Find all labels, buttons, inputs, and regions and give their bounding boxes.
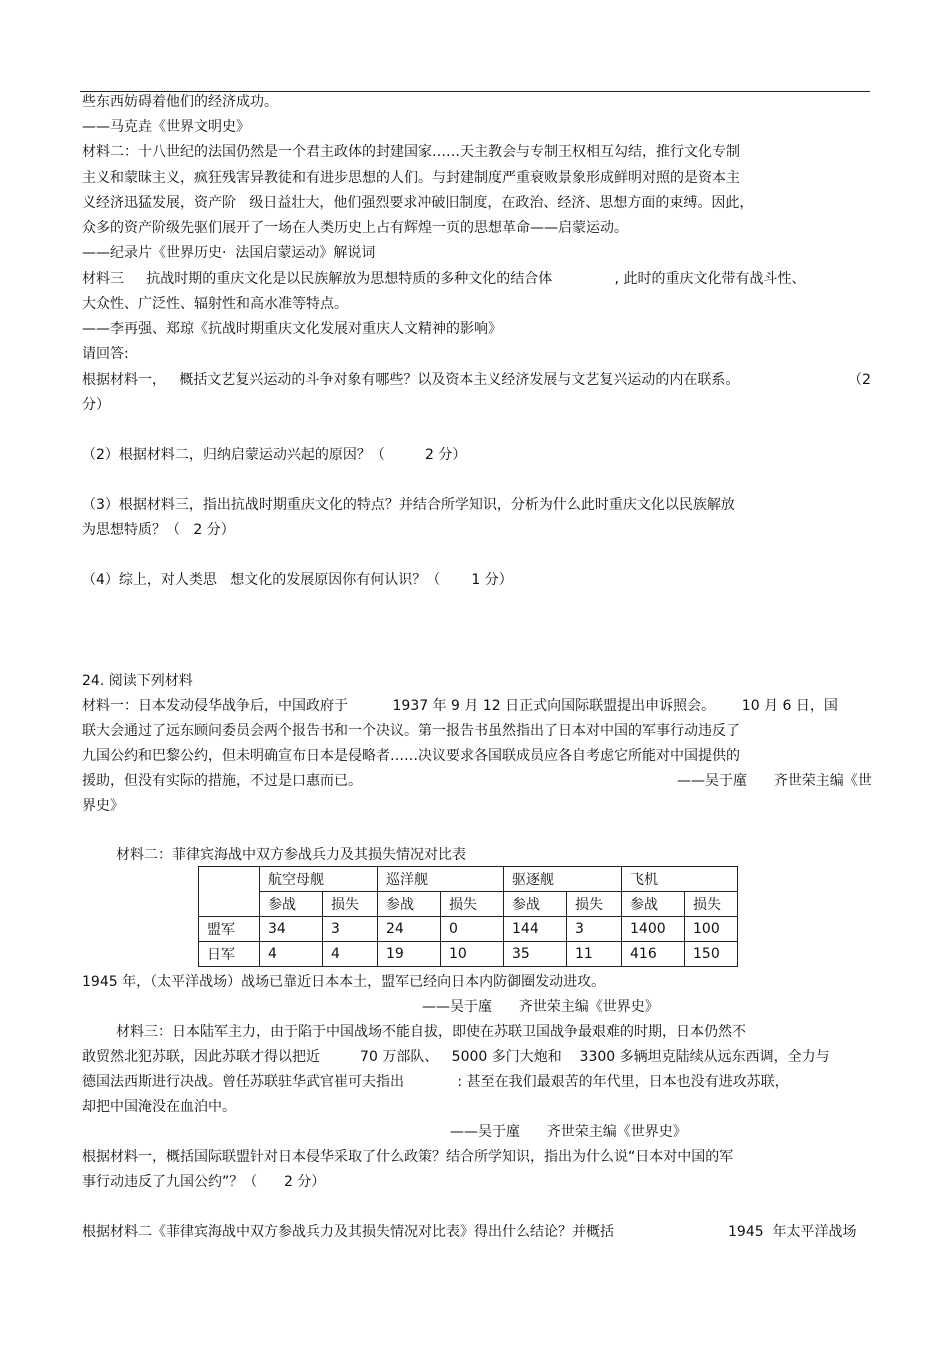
text-line: 众多的资产阶级先驱们展开了一场在人类历史上占有辉煌一页的思想革命——启蒙运动。 xyxy=(82,220,628,236)
table-subheader: 参战 xyxy=(378,892,441,917)
question-3-cont: 为思想特质？（ 2 分） xyxy=(82,522,235,538)
table-cell: 4 xyxy=(323,942,378,967)
table-group-header: 巡洋舰 xyxy=(378,867,504,892)
text-line: 1945 年，（太平洋战场）战场已靠近日本本土，盟军已经向日本内防御圈发动进攻。 xyxy=(82,974,606,990)
question-3: （3）根据材料三，指出抗战时期重庆文化的特点？并结合所学知识，分析为什么此时重庆文化以民族解放 xyxy=(82,497,735,513)
question-line: 根据材料二《菲律宾海战中双方参战兵力及其损失情况对比表》得出什么结论？并概括 xyxy=(82,1224,614,1240)
question-line: 分） xyxy=(82,397,110,413)
table-title: 材料二：菲律宾海战中双方参战兵力及其损失情况对比表 xyxy=(116,847,466,863)
text-line: 九国公约和巴黎公约，但未明确宣布日本是侵略者……决议要求各国联成员应各自考虑它所能对中国提供的 xyxy=(82,748,740,764)
table-row xyxy=(199,942,738,967)
table-cell: 3 xyxy=(567,917,622,942)
table-cell: 19 xyxy=(378,942,441,967)
text-line: 敢贸然北犯苏联，因此苏联才得以把近 70 万部队、 5000 多门大炮和 3300 多辆坦克陆续从远东西调，全力与 xyxy=(82,1049,830,1065)
question-2: （2）根据材料二，归纳启蒙运动兴起的原因？（ 2 分） xyxy=(82,447,467,463)
text-line: 援助，但没有实际的措施，不过是口惠而已。 xyxy=(82,773,362,789)
table-corner-cell xyxy=(199,867,260,917)
question-line: 1945 年太平洋战场 xyxy=(728,1224,857,1240)
table-cell: 100 xyxy=(685,917,738,942)
source-line: ——吴于廑 齐世荣主编《世界史》 xyxy=(450,1124,687,1140)
table-cell: 35 xyxy=(504,942,567,967)
text-line: 义经济迅猛发展，资产阶 级日益壮大，他们强烈要求冲破旧制度，在政治、经济、思想方面的束缚。因此， xyxy=(82,195,754,211)
battle-comparison-table xyxy=(198,866,738,967)
table-row xyxy=(199,917,738,942)
table-group-header: 飞机 xyxy=(622,867,738,892)
text-line: 界史》 xyxy=(82,798,124,814)
question-line: 事行动违反了九国公约”？（ 2 分） xyxy=(82,1174,326,1190)
table-cell: 416 xyxy=(622,942,685,967)
table-subheader: 参战 xyxy=(622,892,685,917)
text-line: 些东西妨碍着他们的经济成功。 xyxy=(82,94,278,110)
question-score: （2 xyxy=(848,372,871,388)
table-cell: 11 xyxy=(567,942,622,967)
table-cell: 0 xyxy=(441,917,504,942)
source-line: ——吴于廑 齐世荣主编《世界史》 xyxy=(422,999,659,1015)
prompt-line: 请回答: xyxy=(82,346,129,362)
table-subheader: 参战 xyxy=(260,892,323,917)
table-header-row xyxy=(199,867,738,892)
row-label: 日军 xyxy=(199,942,260,967)
text-line: 材料一：日本发动侵华战争后，中国政府于 1937 年 9 月 12 日正式向国际联盟提出申诉照会。 10 月 6 日，国 xyxy=(82,698,838,714)
table-cell: 4 xyxy=(260,942,323,967)
table-subheader-row xyxy=(199,892,738,917)
text-line: 联大会通过了远东顾问委员会两个报告书和一个决议。第一报告书虽然指出了日本对中国的军事行动违反了 xyxy=(82,723,740,739)
table-cell: 144 xyxy=(504,917,567,942)
text-line: 大众性、广泛性、辐射性和高水准等特点。 xyxy=(82,296,348,312)
table-cell: 3 xyxy=(323,917,378,942)
table-subheader: 损失 xyxy=(685,892,738,917)
text-line: 主义和蒙昧主义，疯狂残害异教徒和有进步思想的人们。与封建制度严重衰败景象形成鲜明对照的是资本主 xyxy=(82,170,740,186)
source-line: ——李再强、郑琼《抗战时期重庆文化发展对重庆人文精神的影响》 xyxy=(82,321,502,337)
table-cell: 34 xyxy=(260,917,323,942)
question-4: （4）综上，对人类思 想文化的发展原因你有何认识？（ 1 分） xyxy=(82,572,513,588)
source-line: ——马克垚《世界文明史》 xyxy=(82,119,250,135)
table-group-header: 驱逐舰 xyxy=(504,867,622,892)
source-line: ——纪录片《世界历史· 法国启蒙运动》解说词 xyxy=(82,245,376,261)
top-divider xyxy=(80,91,870,92)
table-subheader: 损失 xyxy=(323,892,378,917)
question-line: 根据材料一，概括国际联盟针对日本侵华采取了什么政策？结合所学知识，指出为什么说“日本对中国的军 xyxy=(82,1149,734,1165)
source-line: ——吴于廑 齐世荣主编《世 xyxy=(677,773,872,789)
table-subheader: 参战 xyxy=(504,892,567,917)
text-line: 却把中国淹没在血泊中。 xyxy=(82,1099,236,1115)
table-group-header: 航空母舰 xyxy=(260,867,378,892)
text-line: 材料三：日本陆军主力，由于陷于中国战场不能自拔，即使在苏联卫国战争最艰难的时期，日本仍然不 xyxy=(116,1024,746,1040)
table-cell: 24 xyxy=(378,917,441,942)
text-line: 材料二：十八世纪的法国仍然是一个君主政体的封建国家……天主教会与专制王权相互勾结，推行文化专制 xyxy=(82,144,740,160)
text-line: 材料三 抗战时期的重庆文化是以民族解放为思想特质的多种文化的结合体 , 此时的重庆文化带有战斗性、 xyxy=(82,271,806,287)
text-line: 德国法西斯进行决战。曾任苏联驻华武官崔可夫指出 : 甚至在我们最艰苦的年代里，日本也没有进攻苏联， xyxy=(82,1074,789,1090)
table-subheader: 损失 xyxy=(567,892,622,917)
table-cell: 1400 xyxy=(622,917,685,942)
section-24-heading: 24. 阅读下列材料 xyxy=(82,673,193,689)
table-subheader: 损失 xyxy=(441,892,504,917)
question-line: 根据材料一， 概括文艺复兴运动的斗争对象有哪些？以及资本主义经济发展与文艺复兴运动的内在联系。 xyxy=(82,372,740,388)
table-cell: 150 xyxy=(685,942,738,967)
table-cell: 10 xyxy=(441,942,504,967)
row-label: 盟军 xyxy=(199,917,260,942)
